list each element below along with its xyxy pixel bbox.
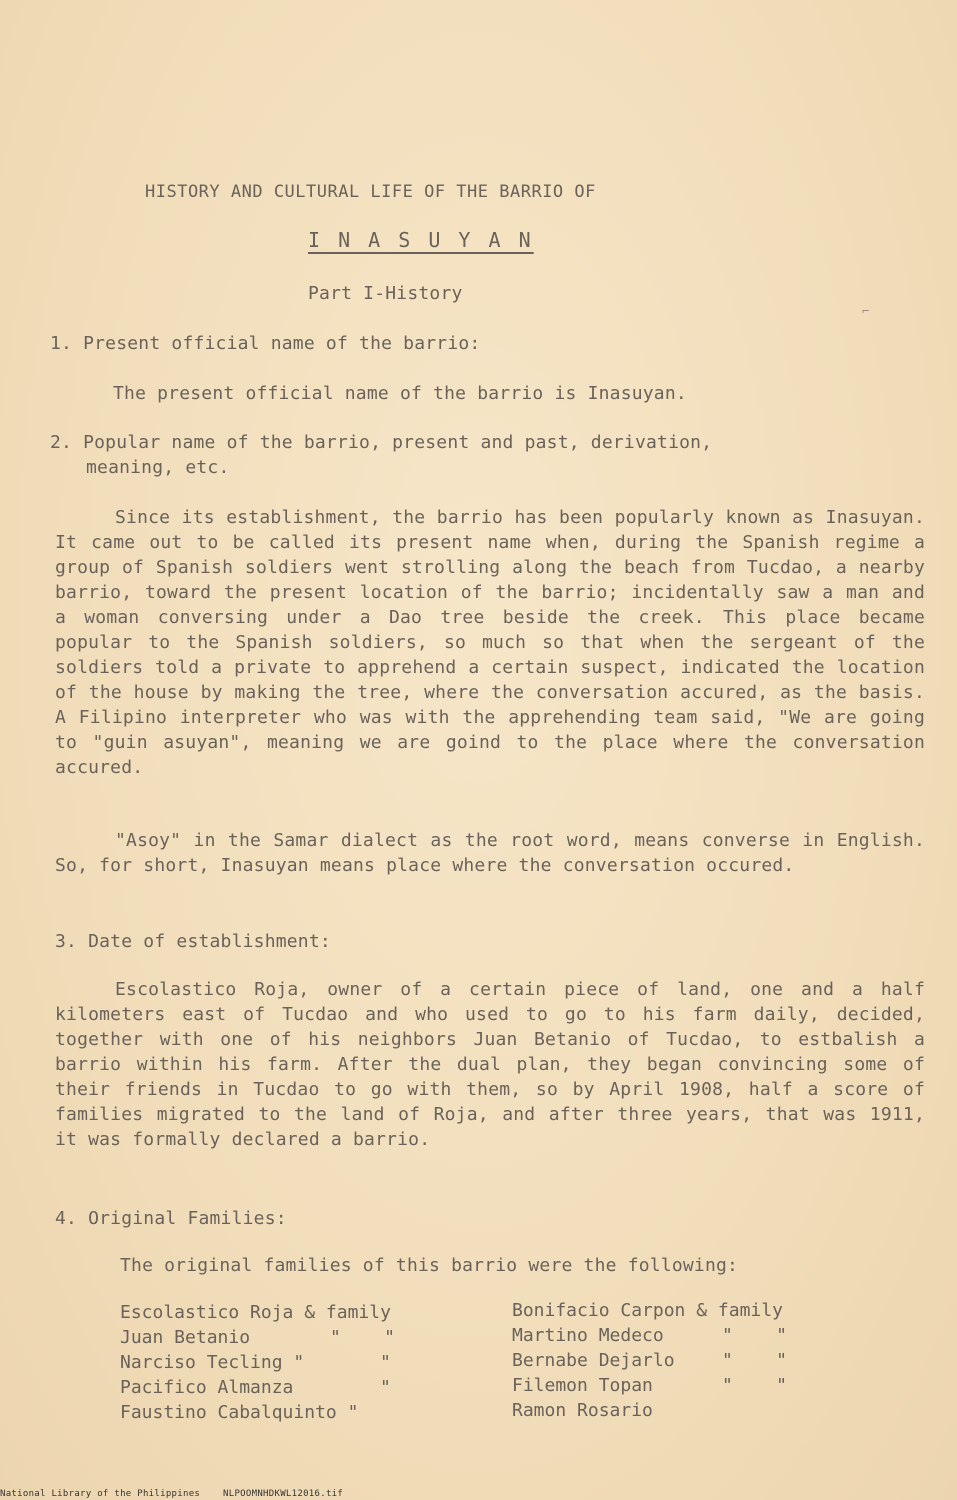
family-right-5: Ramon Rosario [512, 1400, 653, 1421]
section-2-heading-line1: 2. Popular name of the barrio, present and past, derivation, [50, 432, 713, 453]
pen-mark: ⌐ [862, 304, 870, 318]
section-1-paragraph: The present official name of the barrio is Inasuyan. [113, 383, 687, 404]
section-2-paragraph-2: "Asoy" in the Samar dialect as the root word, means converse in English. So, for short, Inasuyan means place where the conversation occured. [55, 830, 925, 876]
family-left-3: Narciso Tecling " [120, 1352, 305, 1373]
family-left-3-ditto: " [380, 1352, 391, 1373]
section-3-heading: 3. Date of establishment: [55, 931, 331, 952]
family-right-1: Bonifacio Carpon & family [512, 1300, 783, 1321]
family-right-3-ditto: " " [722, 1350, 788, 1371]
section-3-paragraph: Escolastico Roja, owner of a certain piece of land, one and a half kilometers east of Tucdao and who used to go to his farm daily, decided, together with one of his neighbors Juan Betanio of Tucdao, to estbalish a barrio within his farm. After the dual plan, they began convincing some of their friends in Tucdao to go with them, so by April 1908, half a score of families migrated to the land of Roja, and after three years, that was 1911, it was formally declared a barrio. [55, 979, 925, 1150]
part-heading: Part I-History [308, 283, 463, 304]
barrio-name-heading: I N A S U Y A N [308, 228, 534, 252]
scan-footer [0, 1489, 343, 1499]
section-1-heading: 1. Present official name of the barrio: [50, 333, 481, 354]
section-4-heading: 4. Original Families: [55, 1208, 287, 1229]
section-4-intro: The original families of this barrio were the following: [120, 1255, 739, 1276]
family-left-1: Escolastico Roja & family [120, 1302, 391, 1323]
document-title: HISTORY AND CULTURAL LIFE OF THE BARRIO OF [145, 182, 596, 202]
section-2-heading-line2: meaning, etc. [86, 457, 230, 478]
family-right-4: Filemon Topan [512, 1375, 653, 1396]
family-right-2: Martino Medeco [512, 1325, 664, 1346]
family-left-2-ditto: " " [330, 1327, 396, 1348]
family-left-5: Faustino Cabalquinto " [120, 1402, 359, 1423]
footer-filename: NLPOOMNHDKWL12016.tif [223, 1489, 344, 1499]
footer-library: National Library of the Philippines [0, 1489, 201, 1499]
family-right-4-ditto: " " [722, 1375, 788, 1396]
family-left-4: Pacifico Almanza [120, 1377, 294, 1398]
section-2-paragraph-1: Since its establishment, the barrio has been popularly known as Inasuyan. It came out to be called its present name when, during the Spanish regime a group of Spanish soldiers went strolling along the beach from Tucdao, a nearby barrio, toward the present location of the barrio; incidentally saw a man and a woman conversing under a Dao tree beside the creek. This place became popular to the Spanish soldiers, so much so that when the sergeant of the soldiers told a private to apprehend a certain suspect, indicated the location of the house by making the tree, where the conversation accured, as the basis. A Filipino interpreter who was with the apprehending team said, "We are going to "guin asuyan", meaning we are goind to the place where the conversation accured. [55, 507, 925, 778]
family-right-2-ditto: " " [722, 1325, 788, 1346]
family-left-2: Juan Betanio [120, 1327, 251, 1348]
family-left-4-ditto: " [380, 1377, 391, 1398]
family-right-3: Bernabe Dejarlo [512, 1350, 675, 1371]
